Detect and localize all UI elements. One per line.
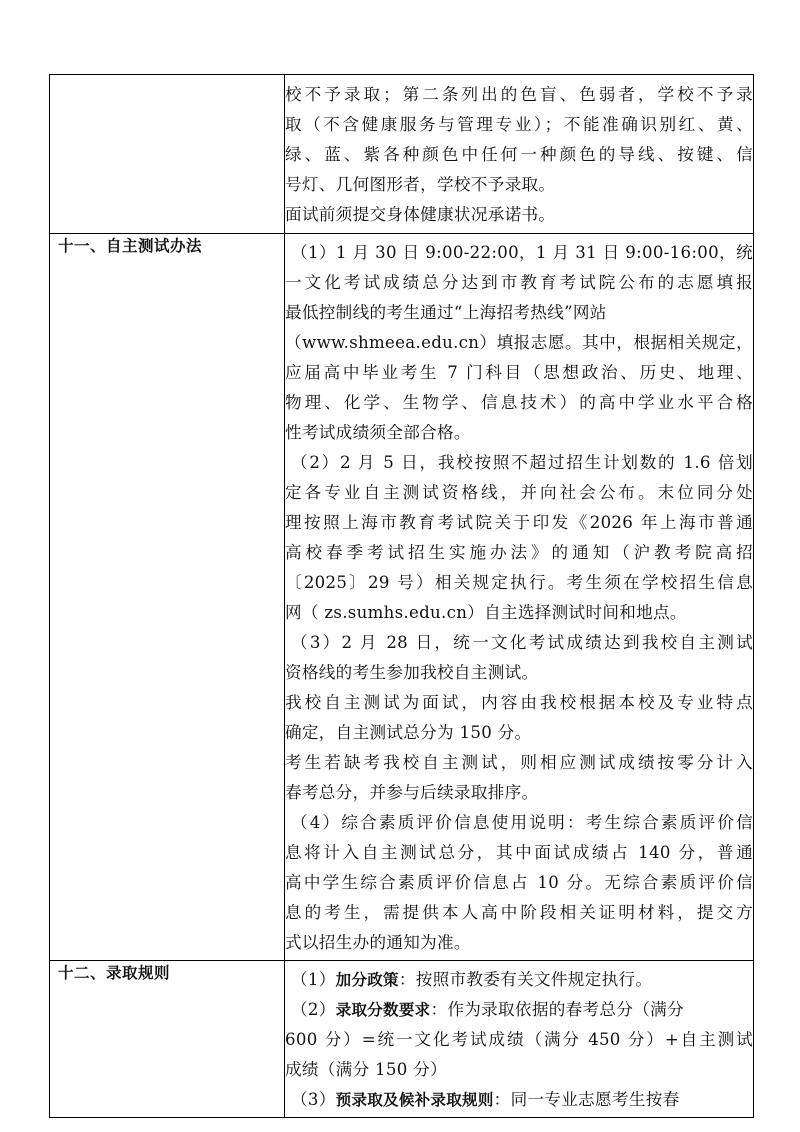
text-line: 资格线的考生参加我校自主测试。: [285, 663, 539, 682]
text-line: （www.shmeea.edu.cn）填报志愿。其中，根据相关规定，: [285, 333, 753, 352]
text-line: 取（不含健康服务与管理专业）；不能准确识别红、黄、: [285, 115, 753, 134]
row-label-cell: [50, 961, 285, 1118]
row-label-cell: [50, 234, 285, 961]
text-line: （2）2 月 5 日，我校按照不超过招生计划数的 1.6 倍划: [291, 453, 753, 472]
rule-text: ：作为录取依据的春考总分（满分: [430, 1000, 684, 1019]
text-line: （1）1 月 30 日 9:00-22:00，1 月 31 日 9:00-16:00，统: [291, 243, 753, 262]
text-line: 物理、化学、生物学、信息技术）的高中学业水平合格: [285, 393, 753, 412]
admission-table: [49, 74, 754, 1118]
text-line: 网（ zs.sumhs.edu.cn）自主选择测试时间和地点。: [285, 603, 687, 622]
text-line: 号灯、几何图形者，学校不予录取。: [285, 175, 556, 194]
row-label-admission-rules: 十二、录取规则: [58, 964, 171, 982]
rule-prefix: （1）: [291, 970, 336, 989]
text-line: 息的考生，需提供本人高中阶段相关证明材料，提交方: [285, 903, 753, 922]
text-line: 式以招生办的通知为准。: [285, 933, 471, 952]
text-line: 考生若缺考我校自主测试，则相应测试成绩按零分计入: [285, 753, 753, 772]
text-line: 息将计入自主测试总分，其中面试成绩占 140 分，普通: [285, 843, 753, 862]
text-line: 校不予录取；第二条列出的色盲、色弱者，学校不予录: [285, 85, 753, 104]
text-line: 一文化考试成绩总分达到市教育考试院公布的志愿填报: [285, 273, 753, 292]
rule-text: ：按照市教委有关文件规定执行。: [398, 970, 653, 989]
rule-text: ：同一专业志愿考生按春: [493, 1090, 680, 1109]
row-content-cell: [285, 234, 754, 961]
text-line: 应届高中毕业考生 7 门科目（思想政治、历史、地理、: [285, 363, 753, 382]
rule-item: [285, 995, 753, 1025]
text-line: 最低控制线的考生通过“上海招考热线”网站: [285, 303, 607, 322]
rule-heading: 预录取及候补录取规则: [335, 1091, 494, 1109]
row-label-self-test: 十一、自主测试办法: [58, 237, 203, 255]
text-line: 理按照上海市教育考试院关于印发《2026 年上海市普通: [285, 513, 753, 532]
text-line: 〔2025〕29 号）相关规定执行。考生须在学校招生信息: [285, 573, 753, 592]
text-line: 我校自主测试为面试，内容由我校根据本校及专业特点: [285, 693, 753, 712]
row-content-cell: [285, 961, 754, 1118]
text-line: （3）2 月 28 日，统一文化考试成绩达到我校自主测试: [291, 633, 753, 652]
row-label-cell: [50, 75, 285, 234]
text-line: 高中学生综合素质评价信息占 10 分。无综合素质评价信: [285, 873, 753, 892]
text-line: 面试前须提交身体健康状况承诺书。: [285, 205, 556, 224]
rule-item: [285, 1055, 753, 1085]
text-line: 确定，自主测试总分为 150 分。: [285, 723, 532, 742]
text-line: 性考试成绩须全部合格。: [285, 423, 471, 442]
rule-prefix: （3）: [291, 1090, 336, 1109]
table-row-health: [50, 75, 754, 234]
text-line: 定各专业自主测试资格线，并向社会公布。末位同分处: [285, 483, 753, 502]
rule-item: [285, 965, 753, 995]
row-content-cell: [285, 75, 754, 234]
text-line: 高校春季考试招生实施办法》的通知（沪教考院高招: [285, 543, 753, 562]
text-line: 春考总分，并参与后续录取排序。: [285, 783, 539, 802]
rule-text: 600 分）=统一文化考试成绩（满分 450 分）+自主测试: [285, 1030, 753, 1049]
rule-item: [285, 1025, 753, 1055]
rule-heading: 录取分数要求: [335, 1001, 431, 1019]
rule-item: [285, 1085, 753, 1115]
rule-prefix: （2）: [291, 1000, 336, 1019]
rule-text: 成绩（满分 150 分）: [285, 1060, 447, 1079]
table-row-self-test: [50, 234, 754, 961]
text-line: 绿、蓝、紫各种颜色中任何一种颜色的导线、按键、信: [285, 145, 753, 164]
table-row-admission-rules: [50, 961, 754, 1118]
text-line: （4）综合素质评价信息使用说明：考生综合素质评价信: [291, 813, 753, 832]
rule-heading: 加分政策: [335, 971, 399, 989]
